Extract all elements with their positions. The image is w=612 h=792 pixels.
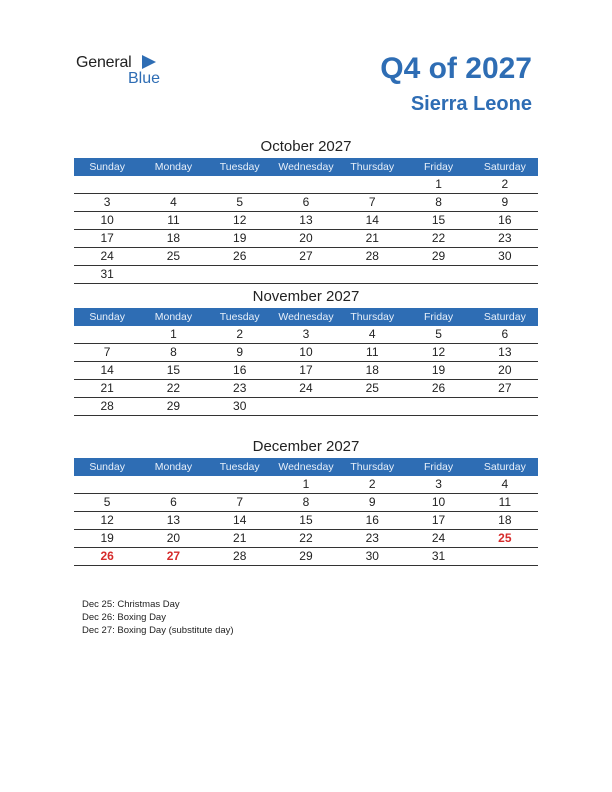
- day-cell: 29: [166, 399, 181, 413]
- weekday-label: Sunday: [89, 461, 125, 473]
- day-cell: 29: [431, 249, 446, 263]
- weekday-label: Sunday: [89, 311, 125, 323]
- day-cell: 9: [236, 345, 244, 359]
- day-cell: 7: [236, 495, 244, 509]
- day-cell: 10: [100, 213, 114, 227]
- generalblue-logo: [76, 52, 176, 92]
- day-cell: 7: [103, 345, 111, 359]
- day-cell: [207, 476, 273, 493]
- day-cell: [339, 176, 405, 193]
- holiday-note: Dec 27: Boxing Day (substitute day): [82, 625, 234, 636]
- week-row: [74, 176, 538, 194]
- day-cell: 27: [166, 549, 181, 563]
- day-cell: 13: [166, 513, 181, 527]
- day-cell: 14: [233, 513, 247, 527]
- weekday-label: Wednesday: [278, 161, 334, 173]
- day-cell: 2: [368, 477, 376, 491]
- day-cell: 8: [435, 195, 442, 209]
- holiday-note: Dec 26: Boxing Day: [82, 612, 166, 623]
- day-cell: 18: [498, 513, 512, 527]
- day-cell: 15: [431, 213, 446, 227]
- week-row: [74, 344, 538, 362]
- week-row: [74, 326, 538, 344]
- weekday-label: Monday: [154, 161, 193, 173]
- weekday-label: Saturday: [483, 161, 526, 173]
- day-cell: 20: [498, 363, 512, 377]
- week-row: [74, 248, 538, 266]
- day-cell: [339, 266, 405, 283]
- day-cell: 3: [302, 327, 310, 341]
- day-cell: 2: [236, 327, 244, 341]
- day-cell: 28: [365, 249, 379, 263]
- day-cell: 6: [170, 495, 177, 509]
- day-cell: 26: [233, 249, 247, 263]
- weekday-label: Tuesday: [219, 311, 260, 323]
- week-row: [74, 362, 538, 380]
- day-cell: 18: [166, 231, 181, 245]
- day-cell: 26: [431, 381, 446, 395]
- day-cell: 12: [100, 513, 114, 527]
- day-cell: 16: [233, 363, 247, 377]
- week-row: [74, 212, 538, 230]
- day-cell: 31: [431, 549, 446, 563]
- day-cell: 11: [498, 495, 512, 509]
- day-cell: 8: [170, 345, 177, 359]
- day-cell: 27: [299, 249, 313, 263]
- day-cell: 16: [498, 213, 512, 227]
- weekday-label: Saturday: [483, 311, 526, 323]
- day-cell: 13: [498, 345, 512, 359]
- day-cell: [472, 266, 538, 283]
- day-cell: 8: [302, 495, 310, 509]
- day-cell: [207, 176, 273, 193]
- day-cell: 15: [299, 513, 313, 527]
- day-cell: 22: [431, 231, 446, 245]
- holiday-notes: [82, 598, 234, 637]
- day-cell: 10: [299, 345, 313, 359]
- weekday-label: Tuesday: [219, 461, 260, 473]
- weekday-label: Thursday: [350, 311, 395, 323]
- day-cell: 14: [100, 363, 114, 377]
- day-cell: 5: [435, 327, 442, 341]
- day-cell: 6: [501, 327, 509, 341]
- day-cell: 20: [166, 531, 181, 545]
- month-calendar: [74, 286, 538, 416]
- day-cell: 21: [233, 531, 247, 545]
- day-cell: 12: [431, 345, 446, 359]
- day-cell: 24: [299, 381, 313, 395]
- day-cell: [405, 398, 471, 415]
- day-cell: 29: [299, 549, 313, 563]
- weekday-header: [74, 308, 538, 326]
- day-cell: 12: [233, 213, 247, 227]
- weekday-label: Monday: [154, 461, 193, 473]
- weekday-label: Friday: [423, 311, 454, 323]
- weekday-label: Friday: [423, 461, 454, 473]
- month-calendar: [74, 136, 538, 284]
- weekday-label: Saturday: [483, 461, 526, 473]
- day-cell: 23: [233, 381, 247, 395]
- day-cell: 17: [100, 231, 114, 245]
- holiday-note: Dec 25: Christmas Day: [82, 599, 180, 610]
- day-cell: 13: [299, 213, 313, 227]
- day-cell: 3: [435, 477, 442, 491]
- day-cell: 23: [498, 231, 512, 245]
- day-cell: [140, 476, 206, 493]
- week-row: [74, 494, 538, 512]
- weekday-label: Wednesday: [278, 461, 334, 473]
- day-cell: [74, 476, 140, 493]
- weekday-label: Monday: [154, 311, 193, 323]
- day-cell: [140, 176, 206, 193]
- week-row: [74, 266, 538, 284]
- day-cell: 3: [103, 195, 111, 209]
- day-cell: 30: [233, 399, 247, 413]
- day-cell: 24: [431, 531, 446, 545]
- day-cell: 17: [299, 363, 313, 377]
- day-cell: 11: [167, 213, 180, 227]
- day-cell: 30: [365, 549, 379, 563]
- week-row: [74, 476, 538, 494]
- logo-blue-text: Blue: [128, 70, 161, 87]
- day-cell: [74, 176, 140, 193]
- day-cell: 11: [366, 345, 379, 359]
- day-cell: 5: [103, 495, 111, 509]
- day-cell: 19: [100, 531, 114, 545]
- day-cell: 19: [431, 363, 446, 377]
- month-calendar: [74, 436, 538, 566]
- week-row: [74, 194, 538, 212]
- page-title: Q4 of 2027: [380, 52, 532, 85]
- day-cell: 9: [501, 195, 509, 209]
- day-cell: [273, 176, 339, 193]
- month-title: December 2027: [252, 438, 360, 455]
- weekday-header: [74, 158, 538, 176]
- day-cell: 9: [368, 495, 376, 509]
- day-cell: [273, 398, 339, 415]
- day-cell: 31: [100, 267, 114, 281]
- week-row: [74, 398, 538, 416]
- day-cell: 20: [299, 231, 313, 245]
- day-cell: 21: [365, 231, 379, 245]
- day-cell: [140, 266, 206, 283]
- day-cell: 5: [236, 195, 244, 209]
- day-cell: [207, 266, 273, 283]
- day-cell: 19: [233, 231, 247, 245]
- day-cell: [74, 326, 140, 343]
- day-cell: [405, 266, 471, 283]
- day-cell: 21: [100, 381, 114, 395]
- day-cell: [273, 266, 339, 283]
- day-cell: 15: [166, 363, 181, 377]
- day-cell: 16: [365, 513, 379, 527]
- day-cell: [472, 548, 538, 565]
- month-title: October 2027: [260, 138, 352, 155]
- weekday-label: Wednesday: [278, 311, 334, 323]
- day-cell: 25: [498, 531, 512, 545]
- day-cell: 24: [100, 249, 114, 263]
- day-cell: 17: [431, 513, 446, 527]
- day-cell: 14: [365, 213, 379, 227]
- day-cell: 6: [302, 195, 310, 209]
- weekday-label: Tuesday: [219, 161, 260, 173]
- day-cell: 22: [299, 531, 313, 545]
- week-row: [74, 512, 538, 530]
- week-row: [74, 530, 538, 548]
- day-cell: 25: [166, 249, 181, 263]
- weekday-label: Thursday: [350, 461, 395, 473]
- day-cell: 10: [431, 495, 446, 509]
- day-cell: [472, 398, 538, 415]
- day-cell: 7: [368, 195, 376, 209]
- day-cell: 4: [501, 477, 509, 491]
- day-cell: 28: [233, 549, 247, 563]
- weekday-label: Sunday: [89, 161, 125, 173]
- logo-general-text: General: [76, 54, 132, 71]
- month-title: November 2027: [252, 288, 360, 305]
- weekday-label: Thursday: [350, 161, 395, 173]
- weekday-label: Friday: [423, 161, 454, 173]
- day-cell: 4: [170, 195, 177, 209]
- day-cell: 1: [302, 477, 310, 491]
- day-cell: 18: [365, 363, 379, 377]
- week-row: [74, 230, 538, 248]
- day-cell: 28: [100, 399, 114, 413]
- logo-flag-icon: [142, 55, 156, 69]
- day-cell: 25: [365, 381, 379, 395]
- day-cell: 22: [166, 381, 181, 395]
- weekday-header: [74, 458, 538, 476]
- week-row: [74, 548, 538, 566]
- day-cell: 1: [435, 177, 442, 191]
- country-name: Sierra Leone: [410, 93, 532, 115]
- day-cell: 1: [170, 327, 177, 341]
- day-cell: 2: [501, 177, 509, 191]
- day-cell: 4: [368, 327, 376, 341]
- day-cell: 30: [498, 249, 512, 263]
- week-row: [74, 380, 538, 398]
- day-cell: 23: [365, 531, 379, 545]
- day-cell: 27: [498, 381, 512, 395]
- day-cell: 26: [100, 549, 114, 563]
- day-cell: [339, 398, 405, 415]
